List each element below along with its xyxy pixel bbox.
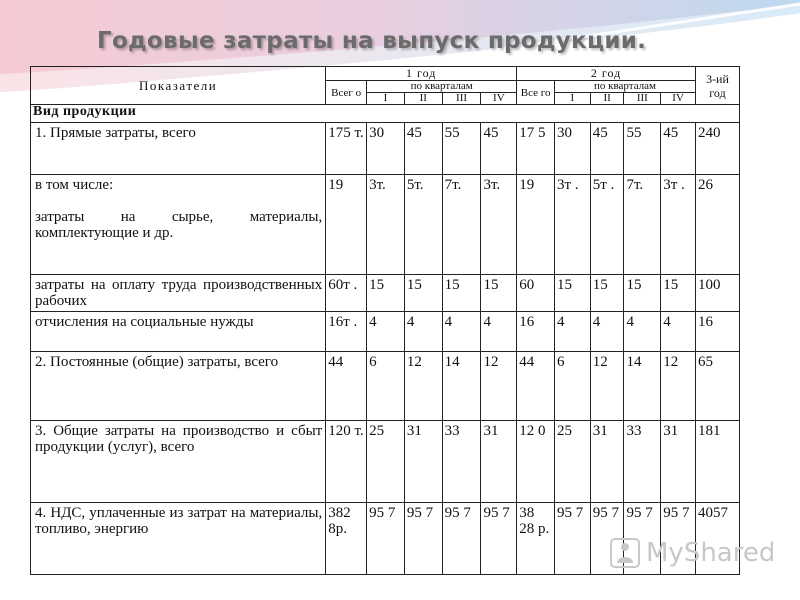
header-quarter: II — [590, 93, 624, 105]
cell-y1-quarter: 15 — [404, 275, 442, 312]
cell-y2-quarter: 95 7 — [624, 503, 661, 575]
cell-y2-quarter: 4 — [661, 312, 696, 352]
cell-y2-quarter: 15 — [661, 275, 696, 312]
header-quarter: III — [624, 93, 661, 105]
cell-y1-quarter: 3т. — [481, 175, 517, 275]
slide-title: Годовые затраты на выпуск продукции. — [97, 28, 647, 54]
header-quarter: IV — [661, 93, 696, 105]
cell-y1-quarter: 12 — [404, 352, 442, 421]
cell-y2-quarter: 33 — [624, 421, 661, 503]
header-year2: 2 год — [517, 67, 696, 81]
cell-y2-total: 44 — [517, 352, 555, 421]
cell-y1-quarter: 14 — [442, 352, 481, 421]
table-row — [31, 275, 740, 312]
cell-y2-quarter: 31 — [661, 421, 696, 503]
cell-y1-total: 382 8р. — [326, 503, 367, 575]
table-row — [31, 352, 740, 421]
table-row — [31, 421, 740, 503]
header-quarter: III — [442, 93, 481, 105]
cell-y2-total: 12 0 — [517, 421, 555, 503]
header-quarter: IV — [481, 93, 517, 105]
cell-y1-quarter: 15 — [367, 275, 405, 312]
cell-y1-quarter: 4 — [404, 312, 442, 352]
cell-y1-quarter: 45 — [481, 123, 517, 175]
cell-y3: 4057 — [695, 503, 739, 575]
cell-y1-quarter: 7т. — [442, 175, 481, 275]
header-indicators: Показатели — [31, 67, 326, 105]
header-year1: 1 год — [326, 67, 517, 81]
cell-y2-quarter: 12 — [661, 352, 696, 421]
cell-y2-quarter: 6 — [555, 352, 591, 421]
cell-y2-quarter: 45 — [661, 123, 696, 175]
cell-y1-quarter: 55 — [442, 123, 481, 175]
header-quarter: I — [367, 93, 405, 105]
cell-y1-quarter: 4 — [442, 312, 481, 352]
cell-y2-quarter: 5т . — [590, 175, 624, 275]
cell-y1-quarter: 4 — [481, 312, 517, 352]
cell-y2-quarter: 14 — [624, 352, 661, 421]
cell-y2-quarter: 4 — [624, 312, 661, 352]
cell-y1-quarter: 45 — [404, 123, 442, 175]
cell-y1-total: 16т . — [326, 312, 367, 352]
cell-y2-total: 38 28 р. — [517, 503, 555, 575]
cell-y2-total: 16 — [517, 312, 555, 352]
cell-y1-quarter: 3т. — [367, 175, 405, 275]
cell-y3: 181 — [695, 421, 739, 503]
cell-y1-quarter: 25 — [367, 421, 405, 503]
cell-y1-quarter: 95 7 — [481, 503, 517, 575]
cell-y2-quarter: 31 — [590, 421, 624, 503]
cell-y1-quarter: 95 7 — [442, 503, 481, 575]
header-quarter: II — [404, 93, 442, 105]
cell-y2-quarter: 55 — [624, 123, 661, 175]
cell-y2-quarter: 15 — [624, 275, 661, 312]
cell-y1-total: 44 — [326, 352, 367, 421]
cell-y3: 100 — [695, 275, 739, 312]
cell-y2-total: 60 — [517, 275, 555, 312]
cell-y1-quarter: 95 7 — [367, 503, 405, 575]
watermark-text: MyShared — [646, 538, 776, 568]
table-row — [31, 312, 740, 352]
row-indicator: отчисления на социальные нужды — [31, 312, 326, 352]
cell-y2-quarter: 95 7 — [590, 503, 624, 575]
cell-y2-quarter: 30 — [555, 123, 591, 175]
cell-y1-quarter: 5т. — [404, 175, 442, 275]
cell-y2-quarter: 7т. — [624, 175, 661, 275]
cell-y1-quarter: 15 — [442, 275, 481, 312]
cell-y1-total: 175 т. — [326, 123, 367, 175]
costs-table — [30, 66, 740, 575]
cell-y3: 65 — [695, 352, 739, 421]
row-indicator: 3. Общие затраты на производство и сбыт продукции (услуг), всего — [31, 421, 326, 503]
header-by-quarters-y2: по кварталам — [555, 81, 696, 93]
header-total-y2: Все го — [517, 81, 555, 105]
cell-y2-quarter: 15 — [555, 275, 591, 312]
cell-y1-quarter: 33 — [442, 421, 481, 503]
cell-y2-total: 17 5 — [517, 123, 555, 175]
cell-y1-quarter: 95 7 — [404, 503, 442, 575]
table-row — [31, 175, 740, 275]
cell-y1-total: 120 т. — [326, 421, 367, 503]
cell-y3: 16 — [695, 312, 739, 352]
cell-y2-quarter: 45 — [590, 123, 624, 175]
cell-y1-quarter: 31 — [481, 421, 517, 503]
header-by-quarters-y1: по кварталам — [367, 81, 517, 93]
header-total-y1: Всег о — [326, 81, 367, 105]
cell-y3: 26 — [695, 175, 739, 275]
header-year3: 3-ий год — [695, 67, 739, 105]
row-indicator: 4. НДС, уплаченные из затрат на материалы, топливо, энергию — [31, 503, 326, 575]
cell-y2-total: 19 — [517, 175, 555, 275]
cell-y1-total: 19 — [326, 175, 367, 275]
table-row — [31, 123, 740, 175]
cell-y2-quarter: 3т . — [661, 175, 696, 275]
row-indicator: 2. Постоянные (общие) затраты, всего — [31, 352, 326, 421]
cell-y1-quarter: 6 — [367, 352, 405, 421]
cell-y1-quarter: 30 — [367, 123, 405, 175]
cell-y2-quarter: 4 — [590, 312, 624, 352]
cell-y2-quarter: 15 — [590, 275, 624, 312]
cell-y2-quarter: 12 — [590, 352, 624, 421]
row-indicator: в том числе: затраты на сырье, материалы, комплектующие и др. — [31, 175, 326, 275]
cell-y3: 240 — [695, 123, 739, 175]
cell-y2-quarter: 25 — [555, 421, 591, 503]
watermark — [608, 536, 775, 570]
row-indicator: 1. Прямые затраты, всего — [31, 123, 326, 175]
cell-y1-quarter: 31 — [404, 421, 442, 503]
cell-y1-quarter: 4 — [367, 312, 405, 352]
header-quarter: I — [555, 93, 591, 105]
person-cart-icon — [608, 536, 642, 570]
cell-y2-quarter: 3т . — [555, 175, 591, 275]
row-indicator: затраты на оплату труда производственных рабочих — [31, 275, 326, 312]
cell-y2-quarter: 95 7 — [661, 503, 696, 575]
cell-y2-quarter: 95 7 — [555, 503, 591, 575]
cell-y2-quarter: 4 — [555, 312, 591, 352]
cell-y1-quarter: 15 — [481, 275, 517, 312]
cell-y1-quarter: 12 — [481, 352, 517, 421]
section-product-type: Вид продукции — [31, 105, 740, 123]
cell-y1-total: 60т . — [326, 275, 367, 312]
